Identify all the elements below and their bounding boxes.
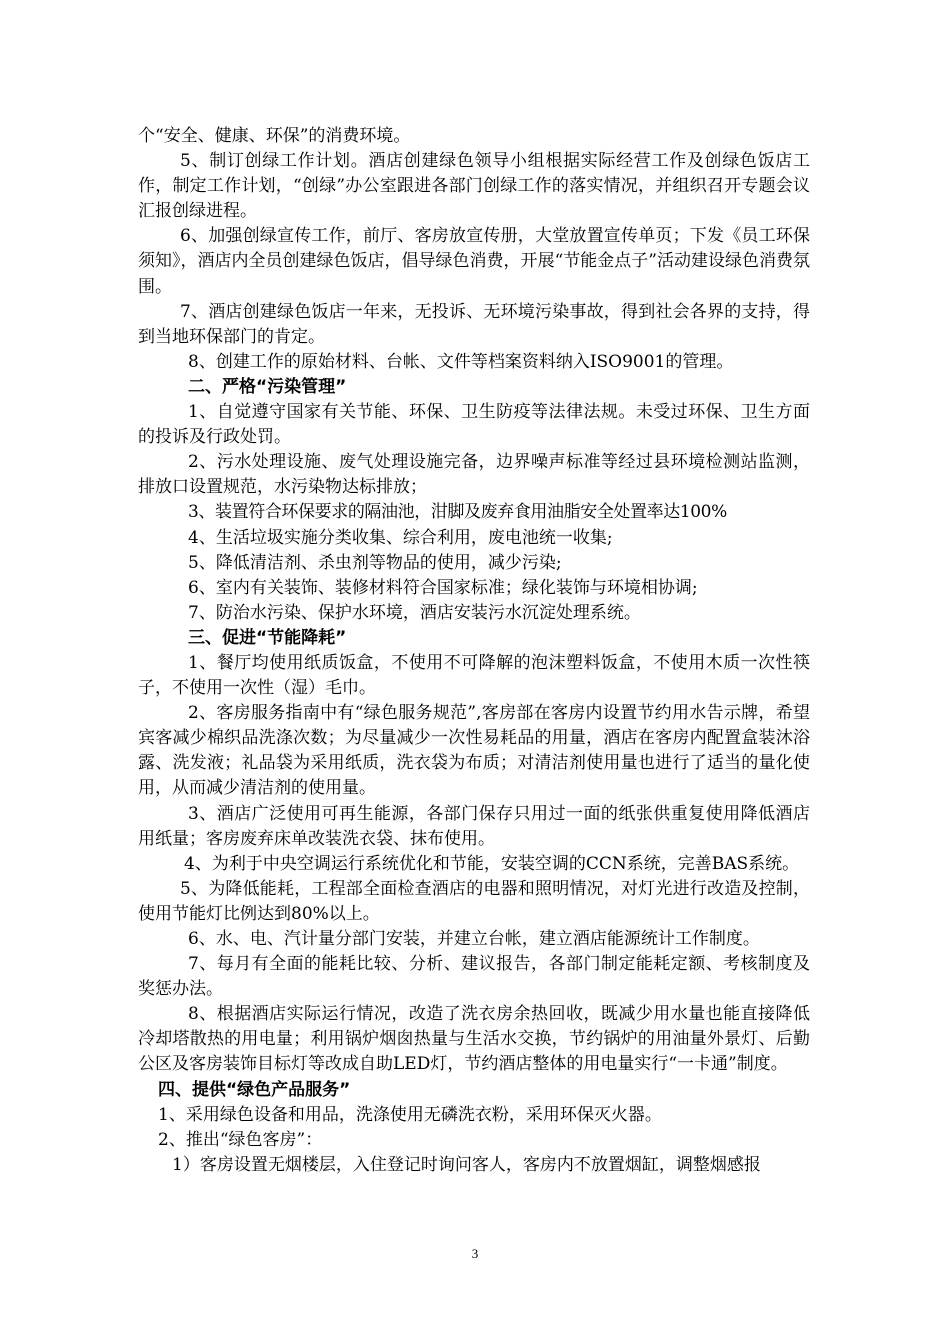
section-heading: 三、促进“节能降耗” [188, 627, 347, 648]
paragraph: 7、酒店创建绿色饭店一年来，无投诉、无环境污染事故，得到社会各界的支持，得到当地环保部门的肯定。 [138, 301, 810, 347]
paragraph: 7、每月有全面的能耗比较、分析、建议报告，各部门制定能耗定额、考核制度及奖惩办法。 [138, 954, 810, 1000]
paragraph: 6、加强创绿宣传工作，前厅、客房放宣传册，大堂放置宣传单页；下发《员工环保须知》，酒店内全员创建绿色饭店，倡导绿色消费，开展“节能金点子”活动建设绿色消费氛围。 [138, 226, 810, 297]
paragraph: 个“安全、健康、环保”的消费环境。 [138, 126, 411, 146]
paragraph: 1、自觉遵守国家有关节能、环保、卫生防疫等法律法规。未受过环保、卫生方面的投诉及行政处罚。 [138, 402, 810, 448]
paragraph: 3、装置符合环保要求的隔油池，泔脚及废弃食用油脂安全处置率达100% [188, 502, 727, 523]
page-number: 3 [471, 1246, 479, 1261]
paragraph: 8、根据酒店实际运行情况，改造了洗衣房余热回收，既减少用水量也能直接降低冷却塔散热的用电量；利用锅炉烟囱热量与生活水交换，节约锅炉的用油量外景灯、后勤公区及客房装饰目标灯等改成自助LED灯，节约酒店整体的用电量实行“一卡通”制度。 [138, 1004, 810, 1075]
paragraph: 1、餐厅均使用纸质饭盒，不使用不可降解的泡沫塑料饭盒，不使用木质一次性筷子，不使用一次性（湿）毛巾。 [138, 652, 810, 699]
paragraph: 5、制订创绿工作计划。酒店创建绿色领导小组根据实际经营工作及创绿色饭店工作，制定工作计划，“创绿”办公室跟进各部门创绿工作的落实情况，并组织召开专题会议汇报创绿进程。 [138, 151, 810, 222]
section-heading: 二、严格“污染管理” [188, 376, 347, 397]
paragraph: 6、水、电、汽计量分部门安装，并建立台帐，建立酒店能源统计工作制度。 [188, 929, 760, 949]
paragraph: 4、生活垃圾实施分类收集、综合利用，废电池统一收集; [188, 527, 613, 548]
paragraph: 2、客房服务指南中有“绿色服务规范”,客房部在客房内设置节约用水告示牌，希望宾客减少棉织品洗涤次数；为尽量减少一次性易耗品的用量，酒店在客房内配置盒装沐浴露、洗发液；礼品袋为采用纸质，洗衣袋为布质；对清洁剂使用量也进行了适当的量化使用，从而减少清洁剂的使用量。 [138, 703, 810, 799]
paragraph: 3、酒店广泛使用可再生能源，各部门保存只用过一面的纸张供重复使用降低酒店用纸量；客房废弃床单改装洗衣袋、抹布使用。 [138, 803, 810, 849]
paragraph: 4、为利于中央空调运行系统优化和节能，安装空调的CCN系统，完善BAS系统。 [184, 853, 800, 874]
paragraph: 5、为降低能耗，工程部全面检查酒店的电器和照明情况，对灯光进行改造及控制，使用节能灯比例达到80%以上。 [138, 878, 810, 924]
paragraph: 1）客房设置无烟楼层，入住登记时询问客人，客房内不放置烟缸，调整烟感报 [172, 1154, 761, 1175]
section-heading: 四、提供“绿色产品服务” [158, 1079, 351, 1100]
paragraph: 2、污水处理设施、废气处理设施完备，边界噪声标准等经过县环境检测站监测，排放口设置规范，水污染物达标排放； [138, 452, 810, 498]
paragraph: 1、采用绿色设备和用品，洗涤使用无磷洗衣粉，采用环保灭火器。 [158, 1104, 662, 1125]
paragraph: 2、推出“绿色客房”： [158, 1129, 323, 1150]
paragraph: 5、降低清洁剂、杀虫剂等物品的使用，减少污染; [188, 552, 562, 573]
paragraph: 8、创建工作的原始材料、台帐、文件等档案资料纳入ISO9001的管理。 [188, 351, 734, 372]
document-body [138, 124, 810, 1178]
paragraph: 7、防治水污染、保护水环境，酒店安装污水沉淀处理系统。 [188, 602, 641, 623]
paragraph: 6、室内有关装饰、装修材料符合国家标准；绿化装饰与环境相协调; [188, 577, 698, 598]
